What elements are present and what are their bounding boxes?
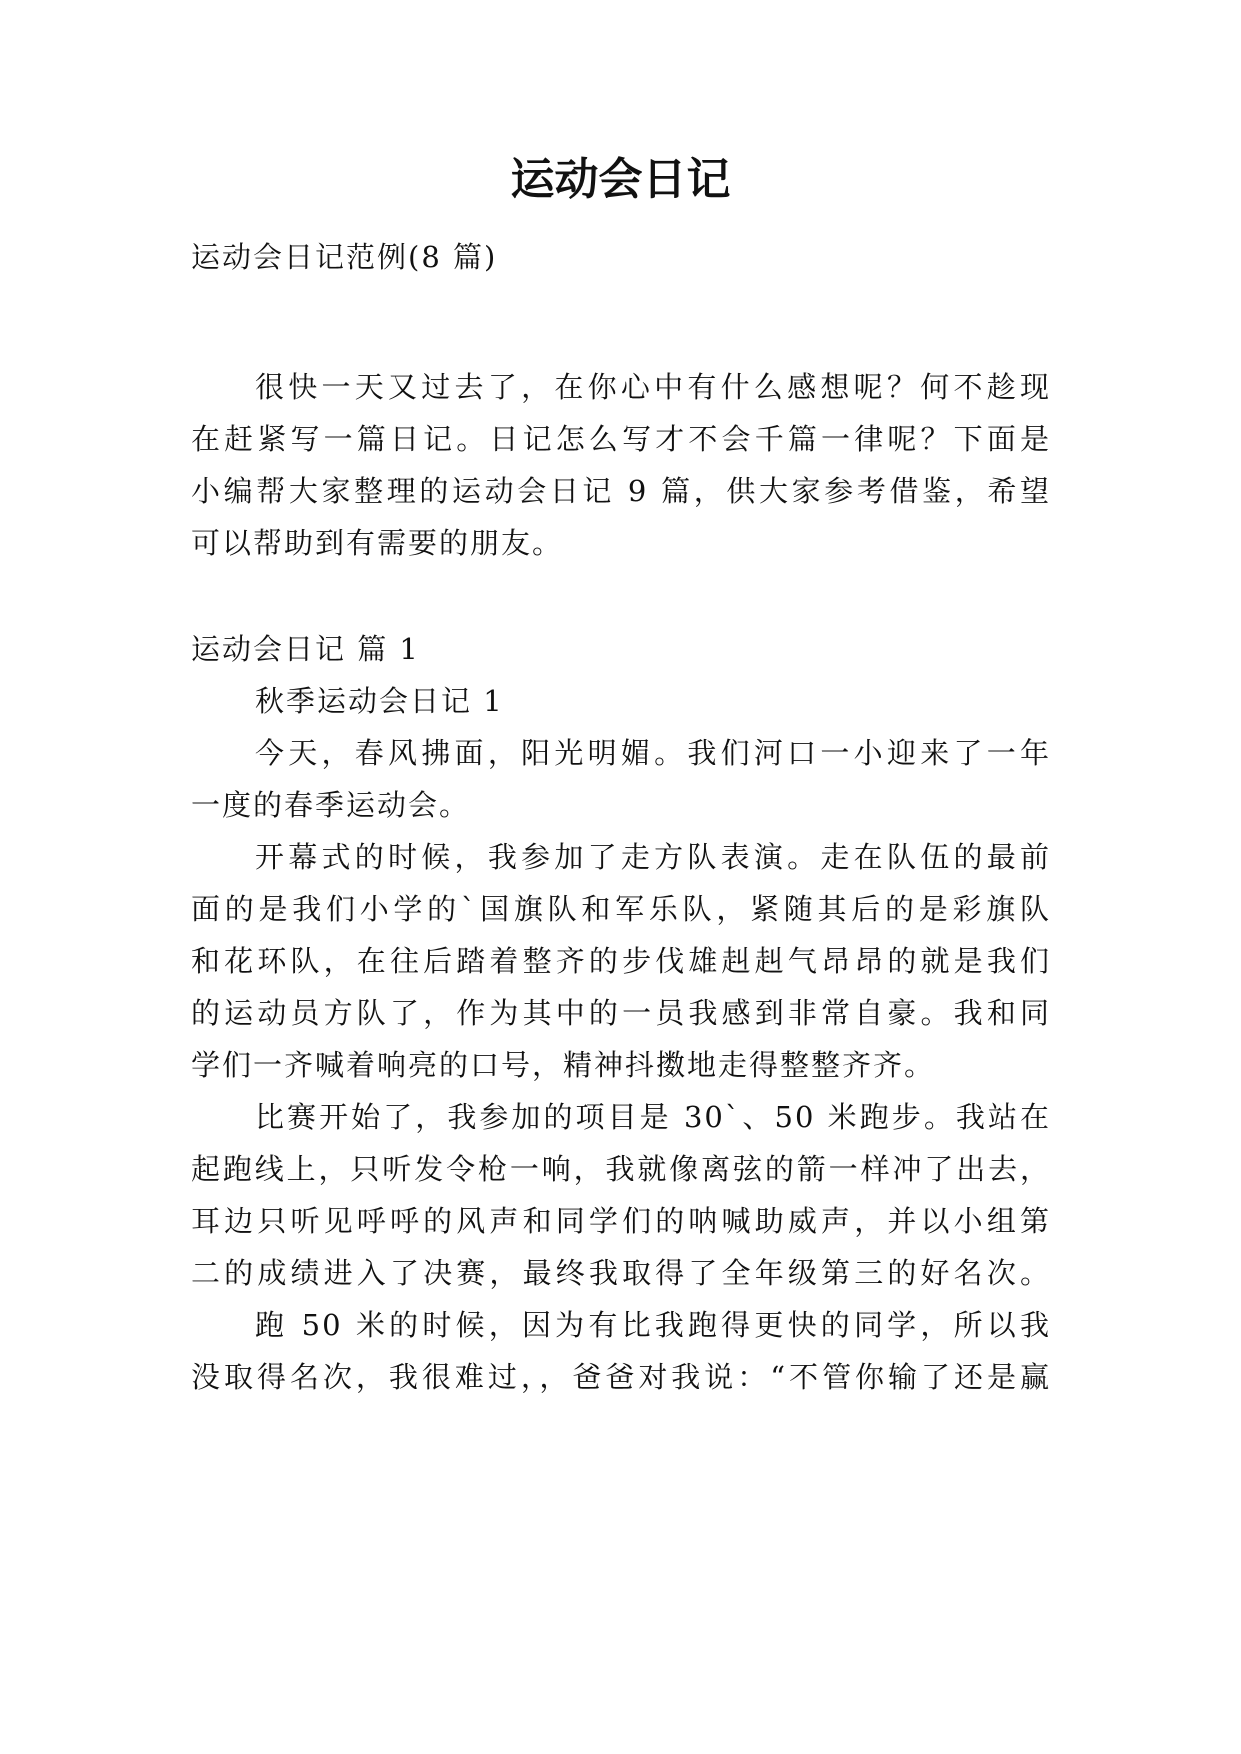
- intro-line: 很快一天又过去了，在你心中有什么感想呢？何不趁现: [255, 370, 1051, 404]
- body-line: 跑 50 米的时候，因为有比我跑得更快的同学，所以我: [255, 1308, 1051, 1342]
- body-line: 面的是我们小学的`国旗队和军乐队，紧随其后的是彩旗队: [191, 892, 1051, 926]
- body-line: 的运动员方队了，作为其中的一员我感到非常自豪。我和同: [191, 996, 1051, 1030]
- body-line: 一度的春季运动会。: [191, 788, 471, 822]
- body-line: 和花环队，在往后踏着整齐的步伐雄赳赳气昂昂的就是我们: [191, 944, 1051, 978]
- intro-line: 可以帮助到有需要的朋友。: [191, 526, 564, 560]
- intro-line: 小编帮大家整理的运动会日记 9 篇，供大家参考借鉴，希望: [191, 474, 1051, 508]
- body-line: 二的成绩进入了决赛，最终我取得了全年级第三的好名次。: [191, 1256, 1051, 1290]
- intro-line: 在赶紧写一篇日记。日记怎么写才不会千篇一律呢？下面是: [191, 422, 1051, 456]
- body-line: 比赛开始了，我参加的项目是 30`、50 米跑步。我站在: [255, 1100, 1051, 1134]
- body-line: 耳边只听见呼呼的风声和同学们的呐喊助威声，并以小组第: [191, 1204, 1051, 1238]
- section-heading: 运动会日记 篇 1: [191, 632, 420, 666]
- document-subtitle: 运动会日记范例(8 篇): [191, 240, 498, 274]
- page-title: 运动会日记: [510, 154, 731, 205]
- body-line: 开幕式的时候，我参加了走方队表演。走在队伍的最前: [255, 840, 1051, 874]
- body-line: 今天，春风拂面，阳光明媚。我们河口一小迎来了一年: [255, 736, 1051, 770]
- body-line: 学们一齐喊着响亮的口号，精神抖擞地走得整整齐齐。: [191, 1048, 936, 1082]
- body-line: 起跑线上，只听发令枪一响，我就像离弦的箭一样冲了出去，: [191, 1152, 1051, 1186]
- section-subheading: 秋季运动会日记 1: [255, 684, 504, 718]
- body-line: 没取得名次，我很难过，，爸爸对我说：“不管你输了还是赢: [191, 1360, 1051, 1394]
